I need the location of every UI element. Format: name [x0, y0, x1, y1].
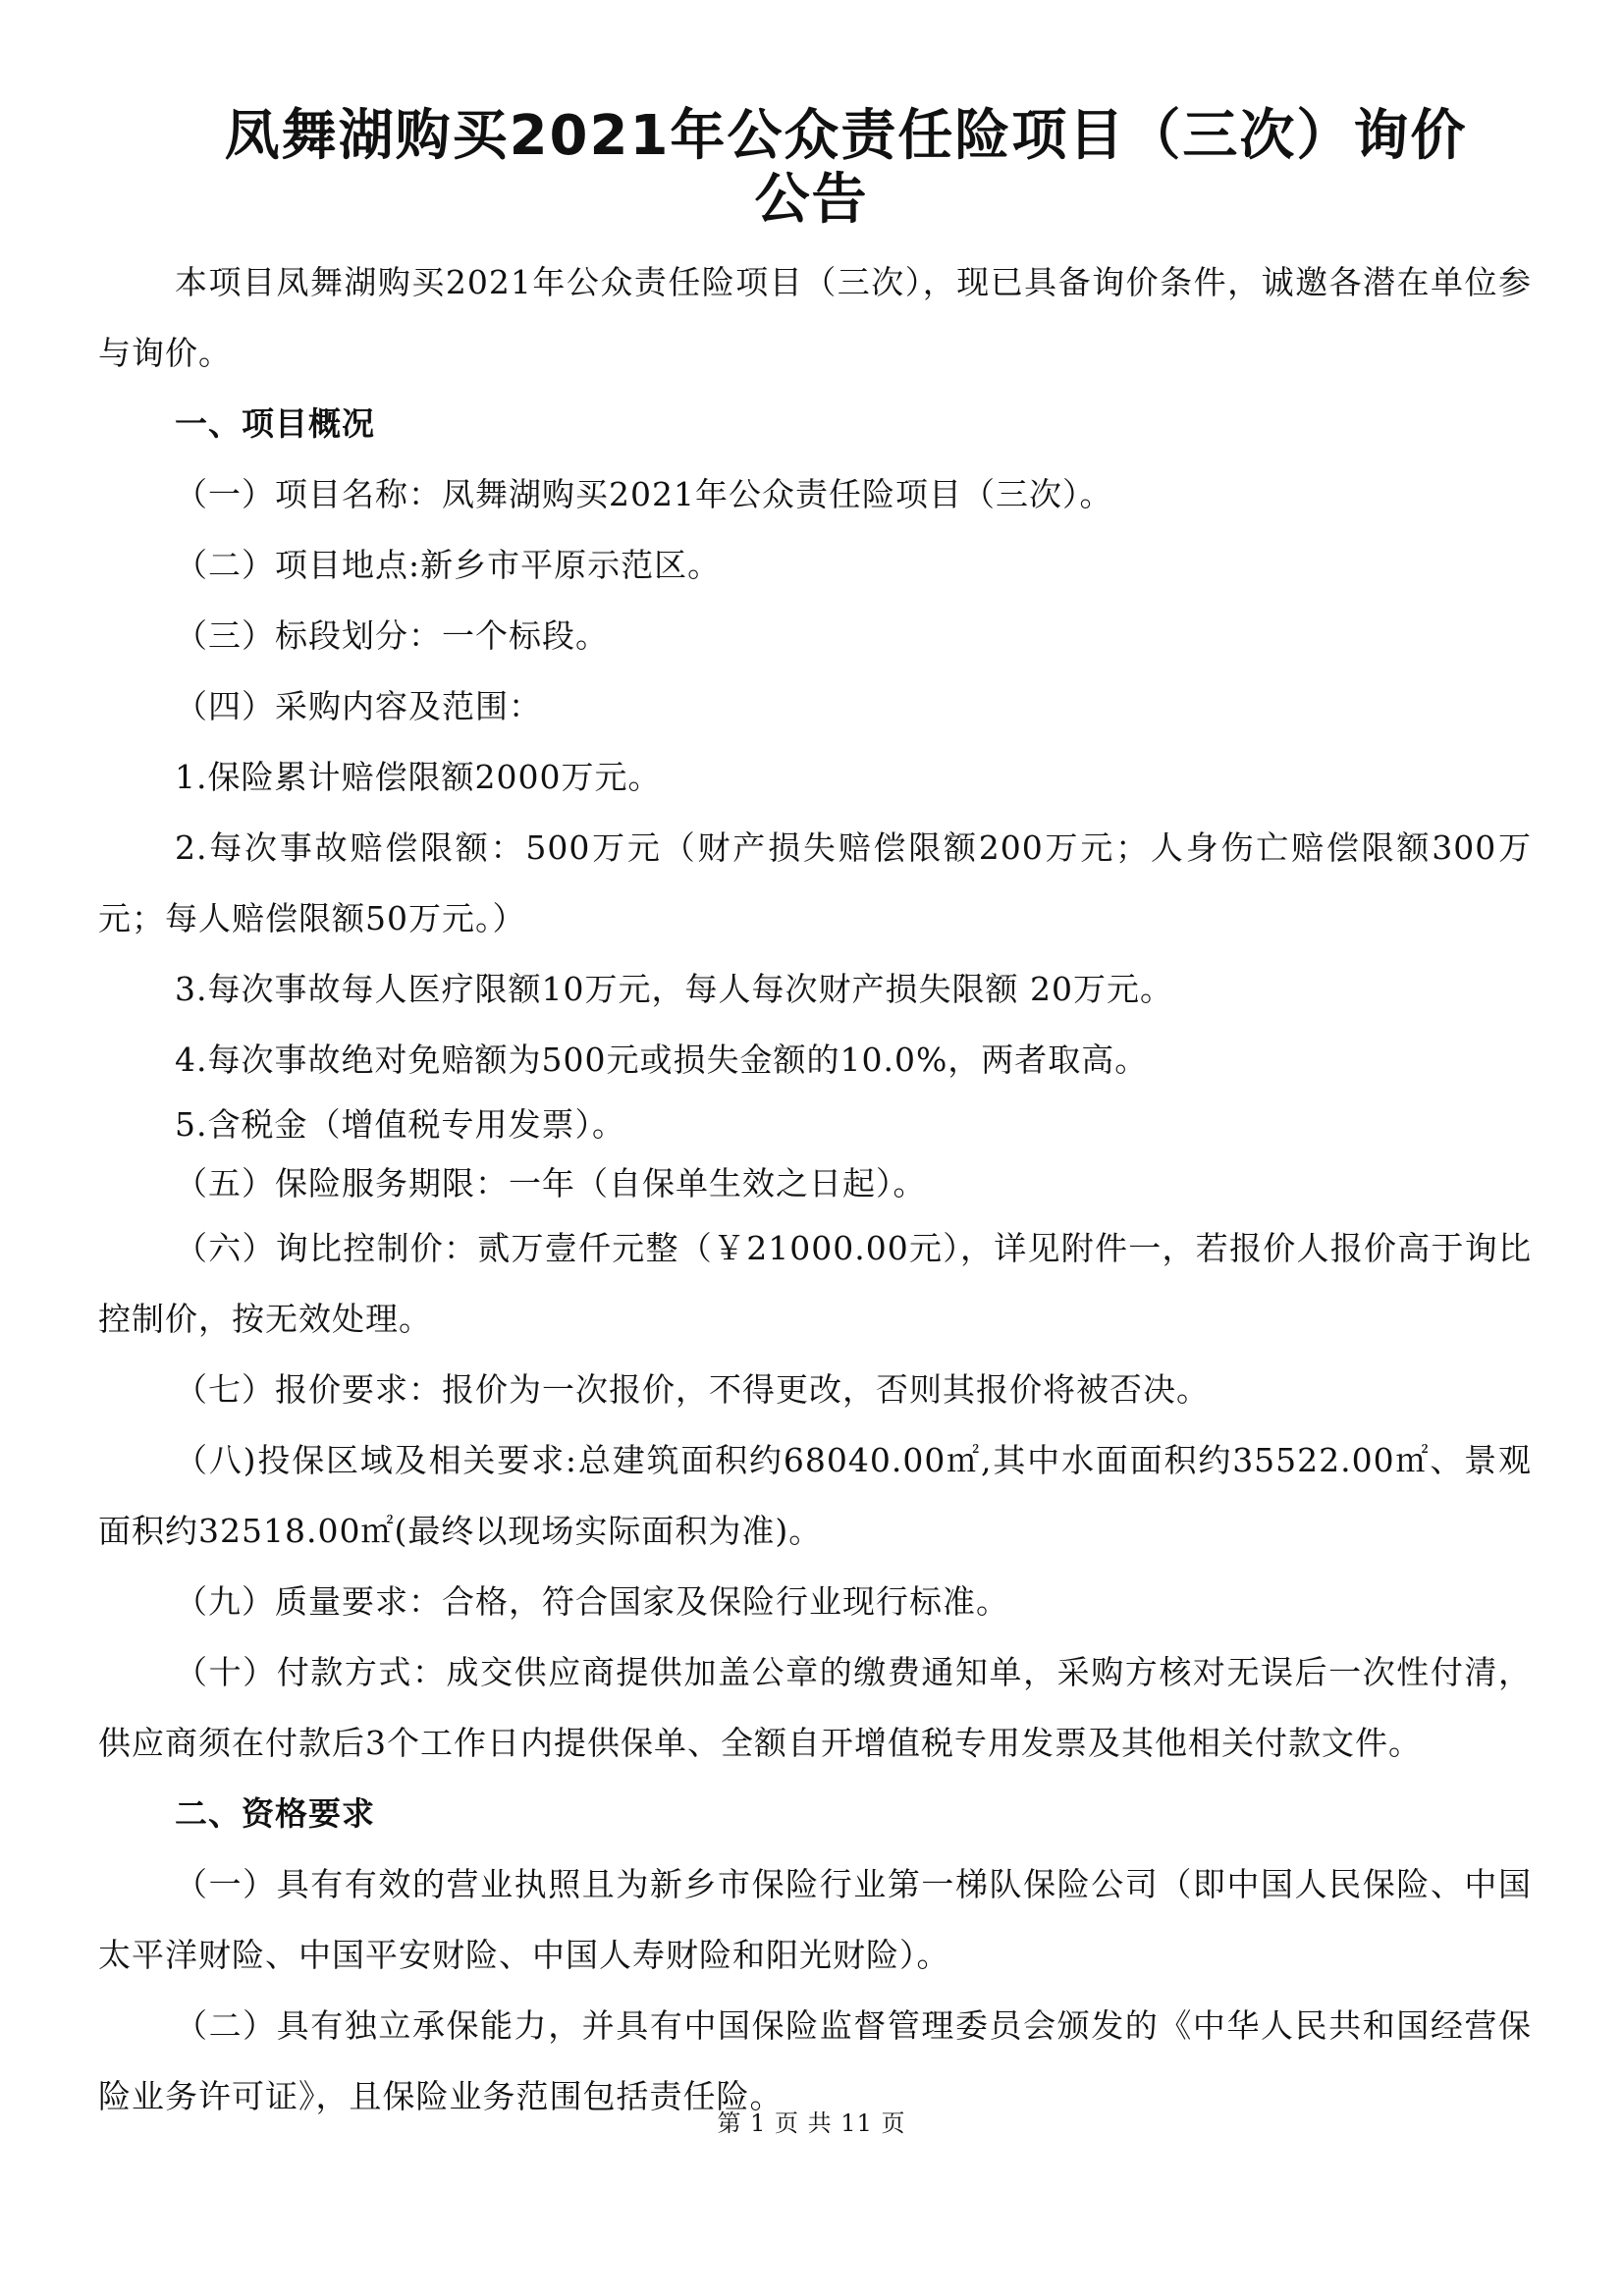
overview-item-control-price: （六）询比控制价：贰万壹仟元整（￥21000.00元），详见附件一，若报价人报价高于询比控制价，按无效处理。 — [98, 1229, 1532, 1338]
scope-item-3: 3.每次事故每人医疗限额10万元，每人每次财产损失限额 20万元。 — [175, 970, 1173, 1008]
qualification-item-1: （一）具有有效的营业执照且为新乡市保险行业第一梯队保险公司（即中国人民保险、中国太平洋财险、中国平安财险、中国人寿财险和阳光财险）。 — [98, 1865, 1532, 1974]
intro-paragraph: 本项目凤舞湖购买2021年公众责任险项目（三次），现已具备询价条件，诚邀各潜在单位参与询价。 — [98, 263, 1532, 372]
scope-item-2: 2.每次事故赔偿限额：500万元（财产损失赔偿限额200万元；人身伤亡赔偿限额300万元；每人赔偿限额50万元。） — [98, 828, 1532, 937]
qualification-item-2: （二）具有独立承保能力，并具有中国保险监督管理委员会颁发的《中华人民共和国经营保险业务许可证》，且保险业务范围包括责任险。 — [98, 2006, 1532, 2115]
section-heading-qualification: 二、资格要求 — [175, 1794, 375, 1833]
document-body — [98, 247, 1532, 2132]
page-footer: 第 1 页 共 11 页 — [717, 2109, 906, 2137]
overview-item-period: （五）保险服务期限：一年（自保单生效之日起）。 — [175, 1164, 927, 1202]
overview-item-quote-requirement: （七）报价要求：报价为一次报价，不得更改，否则其报价将被否决。 — [175, 1370, 1210, 1409]
section-heading-overview: 一、项目概况 — [175, 404, 375, 443]
scope-item-5: 5.含税金（增值税专用发票）。 — [175, 1105, 625, 1144]
overview-item-payment: （十）付款方式：成交供应商提供加盖公章的缴费通知单，采购方核对无误后一次性付清，供应商须在付款后3个工作日内提供保单、全额自开增值税专用发票及其他相关付款文件。 — [98, 1653, 1532, 1762]
overview-item-location: （二）项目地点:新乡市平原示范区。 — [175, 546, 722, 584]
overview-item-quality: （九）质量要求：合格，符合国家及保险行业现行标准。 — [175, 1582, 1009, 1621]
document-title-line-2: 公告 — [754, 168, 869, 232]
overview-item-scope: （四）采购内容及范围： — [175, 687, 542, 725]
overview-item-area: （八)投保区域及相关要求:总建筑面积约68040.00㎡,其中水面面积约35522.00㎡、景观面积约32518.00㎡(最终以现场实际面积为准)。 — [98, 1441, 1532, 1550]
overview-item-name: （一）项目名称：凤舞湖购买2021年公众责任险项目（三次）。 — [175, 475, 1113, 513]
scope-item-4: 4.每次事故绝对免赔额为500元或损失金额的10.0%，两者取高。 — [175, 1041, 1149, 1079]
scope-item-1: 1.保险累计赔偿限额2000万元。 — [175, 758, 662, 796]
document-title-line-1: 凤舞湖购买2021年公众责任险项目（三次）询价 — [224, 104, 1468, 168]
overview-item-lots: （三）标段划分：一个标段。 — [175, 616, 609, 655]
